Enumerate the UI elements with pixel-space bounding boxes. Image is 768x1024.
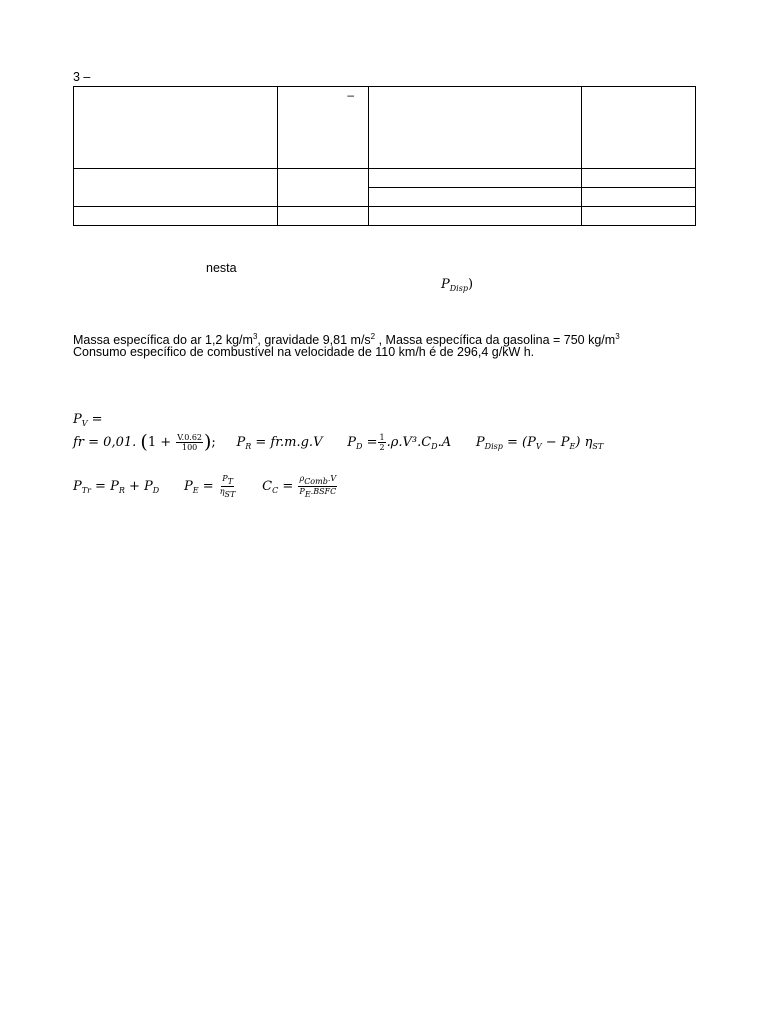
formula-pr: $P_R = fr.m.g.V$ xyxy=(236,435,323,451)
formula-pd: $P_D$ = $\frac{1}{2}$ $.\rho.V^3.C_D.A$ xyxy=(347,433,452,452)
table-cell xyxy=(369,169,582,188)
table-cell xyxy=(582,188,696,207)
fr-fraction: $\frac{V.0.62}{100}$ xyxy=(177,433,202,452)
table-row xyxy=(74,207,696,226)
formula-fr: fr = 0,01. xyxy=(73,435,137,450)
formula-line-2 xyxy=(73,474,338,499)
header-dash: – xyxy=(347,88,354,102)
table-cell xyxy=(369,188,582,207)
table-cell xyxy=(278,87,369,169)
formula-pv: $P_V$ = xyxy=(73,412,103,428)
table-cell xyxy=(278,207,369,226)
table-cell xyxy=(582,169,696,188)
formula-ptr: $P_{Tr} = P_R + P_D$ xyxy=(73,479,160,495)
p-disp-fragment: $P_{Disp}$) xyxy=(441,277,474,293)
table-cell xyxy=(278,169,369,207)
table-cell xyxy=(74,87,278,169)
data-table xyxy=(73,86,696,226)
table-cell xyxy=(369,207,582,226)
table-cell xyxy=(74,207,278,226)
formula-line-1: fr = 0,01. (1 + $\frac{V.0.62}{100}$ ); $P_R = fr.m.g.V$ $P_D$ = $\frac{1}{2}$ $.\rho.V^3.C_D.A$ $P_{Disp} = (P_V - P_E)$ $\eta_{ST}$ xyxy=(73,431,604,453)
data-line-2: Consumo específico de combustível na velocidade de 110 km/h é de 296,4 g/kW h. xyxy=(73,345,535,359)
formula-pdisp: $P_{Disp} = (P_V - P_E)$ $\eta_{ST}$ xyxy=(475,435,604,451)
data-line-1: Massa específica do ar 1,2 $kg/m^3$, gravidade 9,81 $m/s^2$ , Massa específica da gasolina = 750 $kg/m^3$ xyxy=(73,332,620,347)
question-number: 3 – xyxy=(73,70,91,84)
table-cell xyxy=(369,87,582,169)
table-row xyxy=(74,169,696,188)
body-text-nesta: nesta xyxy=(206,261,237,275)
table-cell xyxy=(582,87,696,169)
formula-cc: $C_C$ = $\frac{\rho_{Comb}.V}{P_E.BSFC}$ xyxy=(262,474,337,499)
table-row xyxy=(74,87,696,169)
table-cell xyxy=(74,169,278,207)
table-cell xyxy=(582,207,696,226)
formula-pe: $P_E$ = $\frac{P_T}{\eta_{ST}}$ xyxy=(183,474,236,499)
